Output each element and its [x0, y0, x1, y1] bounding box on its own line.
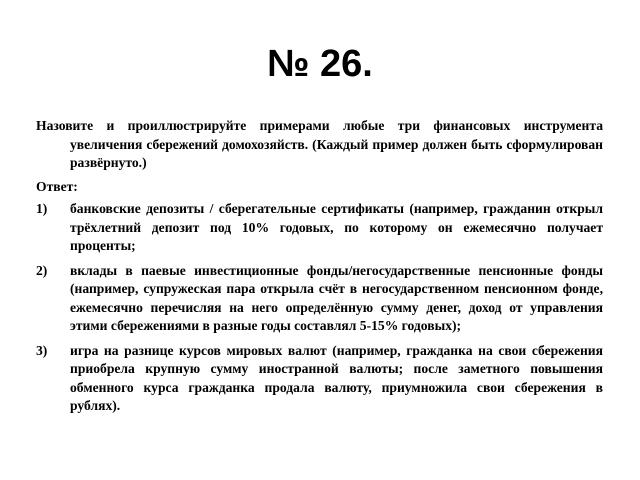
list-item-text: игра на разнице курсов мировых валют (например, гражданка на свои сбережения приобрела крупную сумму иностранной валюты; после заметного повышения обменного курса гражданка продала валюту, приумножила свои сбережения в рублях).	[70, 342, 603, 413]
list-item	[36, 342, 603, 416]
answer-list	[36, 200, 603, 416]
list-item-number: 2)	[36, 262, 48, 278]
page-title: № 26.	[267, 43, 373, 85]
list-item	[36, 200, 603, 256]
question-text: Назовите и проиллюстрируйте примерами любые три финансовых инструмента увеличения сбережений домохозяйств. (Каждый пример должен быть сформулирован развёрнуто.)	[36, 118, 603, 170]
list-item	[36, 262, 603, 336]
list-item-number: 1)	[36, 201, 48, 216]
list-item-text: банковские депозиты / сберегательные сертификаты (например, гражданин открыл трёхлетний депозит под 10% годовых, по которому он ежемесячно получает проценты;	[70, 201, 603, 253]
list-item-number: 3)	[36, 342, 48, 358]
answer-label: Ответ:	[36, 178, 78, 194]
list-item-text: вклады в паевые инвестиционные фонды/негосударственные пенсионные фонды (например, супружеская пара открыла счёт в негосударственном пенсионном фонде, ежемесячно перечисляя на него определённую сумму денег, доход от управления этими сбережениями в разные годы составлял 5-15% годовых);	[70, 262, 603, 333]
content-body	[36, 117, 603, 422]
